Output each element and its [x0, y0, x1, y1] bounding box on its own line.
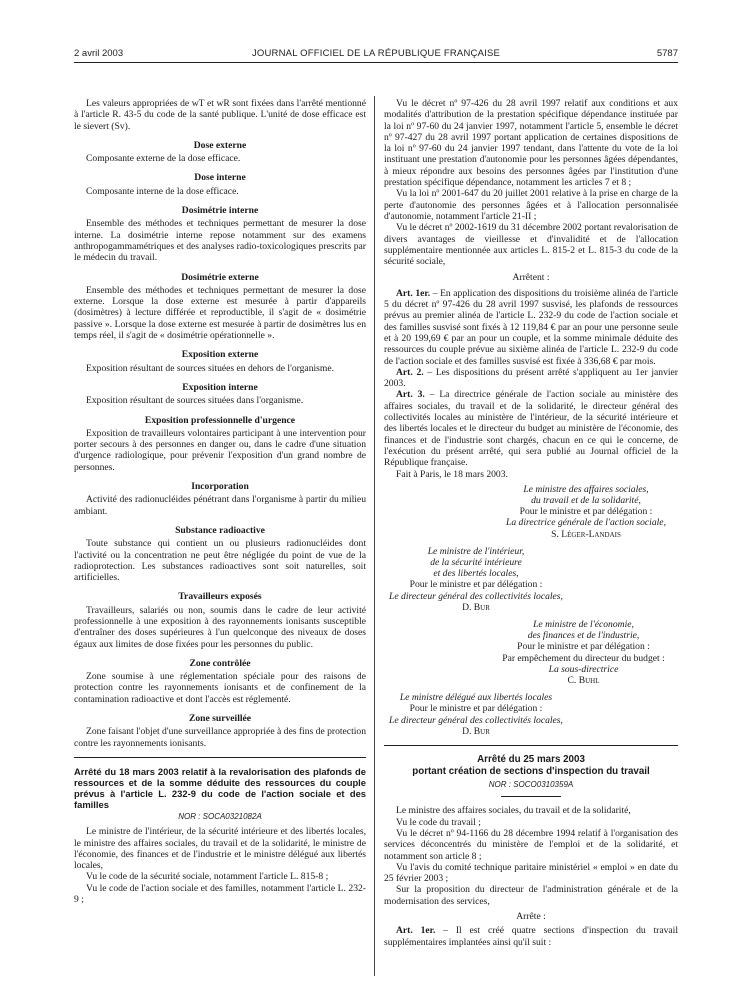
arrete-vu: Vu le décret nº 97-426 du 28 avril 1997 relatif aux conditions et aux modalités d'attribution de la prestation spécifique dépendance instituée par la loi nº 97-60 du 24 janvier 1997, notamment l'article 5, ensemble le décret nº 97-427 du 28 avril 1997 portant application de certaines dispositions de la loi nº 97-60 du 24 janvier 1997 tendant, dans l'attente du vote de la loi instituant une prestation d'autonomie pour les personnes âgées dépendantes, à mieux répondre aux besoins des personnes âgées par l'institution d'une prestation spécifique dépendance, notamment les articles 7 et 8 ; — [384, 98, 678, 189]
signature-block: Le ministre des affaires sociales, du travail et de la solidarité, Pour le ministre et par délégation : La directrice générale de l'action sociale, S. Léger-Landais — [506, 483, 666, 540]
definition-intro: Les valeurs appropriées de wT et wR sont fixées dans l'arrêté mentionné à l'article R. 43-5 du code de la santé publique. L'unité de dose efficace est le sievert (Sv). — [74, 98, 366, 132]
arrete-title: Arrêté du 18 mars 2003 relatif à la revalorisation des plafonds de ressources et de la somme déduite des ressources du couple prévus à l'article L. 232-9 du code de l'action sociale et des familles — [74, 765, 366, 810]
arrete-preamble: Le ministre de l'intérieur, de la sécurité intérieure et des libertés locales, le ministre des affaires sociales, du travail et de la solidarité, le ministre de l'économie, des finances et de l'industrie et le ministre délégué aux libertés locales, — [74, 826, 366, 872]
arrete-vu: Vu le code de l'action sociale et des familles, notamment l'article L. 232-9 ; — [74, 882, 366, 906]
definition-text: Exposition de travailleurs volontaires participant à une intervention pour porter secours à des personnes en danger ou, dans le cadre d'une situation d'urgence radiologique, pour prévenir l'exposition d'un grand nombre de personnes. — [74, 427, 366, 473]
definition-text: Composante interne de la dose efficace. — [86, 185, 239, 197]
definition-text: Zone faisant l'objet d'une surveillance appropriée à des fins de protection contre les rayonnements ionisants. — [74, 726, 366, 749]
definition-text: Activité des radionucléides pénétrant dans l'organisme à partir du milieu ambiant. — [74, 494, 366, 517]
short-separator — [501, 796, 561, 797]
left-column — [74, 98, 366, 905]
section-separator — [384, 745, 678, 746]
article-3: Art. 3. – La directrice générale de l'action sociale au ministère des affaires sociales, du travail et de la solidarité, le directeur général des collectivités locales au ministère de l'intérieur, de la sécurité intérieure et des libertés locales et le directeur du budget au ministère de l'économie, des finances et de l'industrie sont chargés, chacun en ce qui le concerne, de l'exécution du présent arrêté, qui sera publié au Journal officiel de la République française. — [384, 389, 679, 469]
definition-heading: Zone contrôlée — [189, 657, 251, 669]
definition-heading: Dosimétrie interne — [181, 205, 259, 217]
definition-text: Ensemble des méthodes et techniques permettant de mesurer la dose externe. Lorsque la dose externe est mesurée à partir d'appareils (dosimètres) à lecture différée et reproductible, il s'agit de « dosimétrie passive ». Lorsque la dose externe est mesurée à partir de dosimètres lus en temps réel, il s'agit de « dosimétrie opérationnelle ». — [74, 284, 366, 342]
definitions-list — [74, 140, 366, 749]
signature-block: Le ministre délégué aux libertés locales Pour le ministre et par délégation : Le directeur général des collectivités locales, D. Bur — [389, 692, 563, 737]
definition-text: Zone soumise à une réglementation spéciale pour des raisons de protection contre les rayonnements ionisants et de confinement de la contamination radioactive et dont l'accès est réglementé. — [74, 671, 366, 705]
arrete-heading: Arrête : — [516, 911, 546, 923]
definition-heading: Incorporation — [191, 481, 249, 493]
definition-text: Exposition résultant de sources situées dans l'organisme. — [86, 395, 304, 407]
arrete2-vu: Vu le code du travail ; — [396, 816, 481, 828]
nor-reference: NOR : SOCA0321082A — [178, 811, 262, 821]
section-separator — [74, 757, 366, 758]
definition-text: Ensemble des méthodes et techniques permettant de mesurer la dose interne. La dosimétrie interne repose notamment sur des examens anthropogammamétriques et des analyses radio-toxicologiques prescrits par le médecin du travail. — [74, 218, 366, 264]
signature-block: Le ministre de l'intérieur, de la sécurité intérieure et des libertés locales, Pour le ministre et par délégation : Le directeur général des collectivités locales, D. Bur — [389, 545, 563, 613]
definition-text: Travailleurs, salariés ou non, soumis dans le cadre de leur activité professionnelle à une exposition à des rayonnements ionisants susceptible d'entraîner des doses supérieures à l'un quelconque des niveaux de doses égaux aux limites de dose fixées pour les personnes du public. — [74, 604, 366, 650]
arrete2-proposal: Sur la proposition du directeur de l'administration générale et de la modernisation des services, — [384, 884, 678, 907]
arrete2-vu: Vu l'avis du comité technique paritaire ministériel « emploi » en date du 25 février 2003 ; — [384, 861, 678, 885]
arrete-vu: Vu la loi nº 2001-647 du 20 juillet 2001 relative à la prise en charge de la perte d'autonomie des personnes âgées et à l'allocation personnalisée d'autonomie, notamment l'article 21-II ; — [384, 188, 678, 222]
definition-heading: Exposition interne — [182, 381, 258, 393]
page-number: 5787 — [656, 48, 678, 59]
definition-heading: Dosimétrie externe — [181, 271, 259, 283]
definition-heading: Substance radioactive — [175, 524, 265, 536]
arretent-heading: Arrêtent : — [512, 272, 550, 284]
arrete-vu: Vu le code de la sécurité sociale, notamment l'article L. 815-8 ; — [86, 871, 329, 883]
arrete2-title: Arrêté du 25 mars 2003 portant création de sections d'inspection du travail — [412, 754, 650, 778]
arrete2-preamble: Le ministre des affaires sociales, du travail et de la solidarité, — [396, 805, 631, 817]
header-rule — [74, 62, 678, 63]
signature-date: Fait à Paris, le 18 mars 2003. — [396, 468, 508, 480]
definition-heading: Zone surveillée — [188, 713, 252, 725]
header-date: 2 avril 2003 — [74, 48, 124, 59]
article-2: Art. 2. – Les dispositions du présent arrêté s'appliquent au 1er janvier 2003. — [384, 366, 678, 390]
arrete-vu: Vu le décret nº 2002-1619 du 31 décembre 2002 portant revalorisation de divers avantages de vieillesse et d'invalidité et de l'allocation supplémentaire mentionnée aux articles L. 815-2 et L. 815-3 du code de la sécurité sociale, — [384, 222, 678, 268]
right-column — [384, 98, 678, 948]
journal-title: JOURNAL OFFICIEL DE LA RÉPUBLIQUE FRANÇAISE — [251, 48, 501, 59]
definition-text: Toute substance qui contient un ou plusieurs radionucléides dont l'activité ou la concentration ne peut être négligée du point de vue de la radioprotection. Les substances radioactives sont soit naturelles, soit artificielles. — [74, 538, 366, 584]
article-1: Art. 1er. – En application des dispositions du troisième alinéa de l'article 5 du décret nº 97-426 du 28 avril 1997 susvisé, les plafonds de ressources prévus au premier alinéa de l'article L. 232-9 du code de l'action sociale et des familles susvisé sont fixés à 12 119,84 € par an pour une personne seule et à 20 199,69 € par an pour un couple, et la somme minimale déduite des ressources du couple prévue au sixième alinéa de l'article L. 232-9 du code de l'action sociale et des familles susvisé est fixée à 336,68 € par mois. — [384, 287, 679, 367]
arrete2-article-1: Art. 1er. – Il est créé quatre sections d'inspection du travail supplémentaires implantées ainsi qu'il suit : — [384, 925, 678, 948]
definition-heading: Dose externe — [193, 139, 247, 151]
definition-heading: Travailleurs exposés — [178, 591, 262, 603]
definition-heading: Exposition externe — [181, 349, 259, 361]
definition-text: Composante externe de la dose efficace. — [86, 153, 241, 165]
definition-heading: Dose interne — [194, 172, 246, 184]
definition-heading: Exposition professionnelle d'urgence — [144, 414, 296, 426]
arrete2-vu: Vu le décret nº 94-1166 du 28 décembre 1994 relatif à l'organisation des services déconcentrés du ministère de l'emploi et de la solidarité, et notamment son article 8 ; — [384, 827, 678, 862]
column-divider — [374, 96, 375, 976]
nor-reference: NOR : SOCO0310359A — [488, 780, 574, 790]
page-header — [74, 44, 678, 60]
definition-text: Exposition résultant de sources situées en dehors de l'organisme. — [86, 362, 335, 374]
signature-block: Le ministre de l'économie, des finances et de l'industrie, Pour le ministre et par délégation : Par empêchement du directeur du budget : La sous-directrice C. Buhl — [502, 619, 665, 687]
